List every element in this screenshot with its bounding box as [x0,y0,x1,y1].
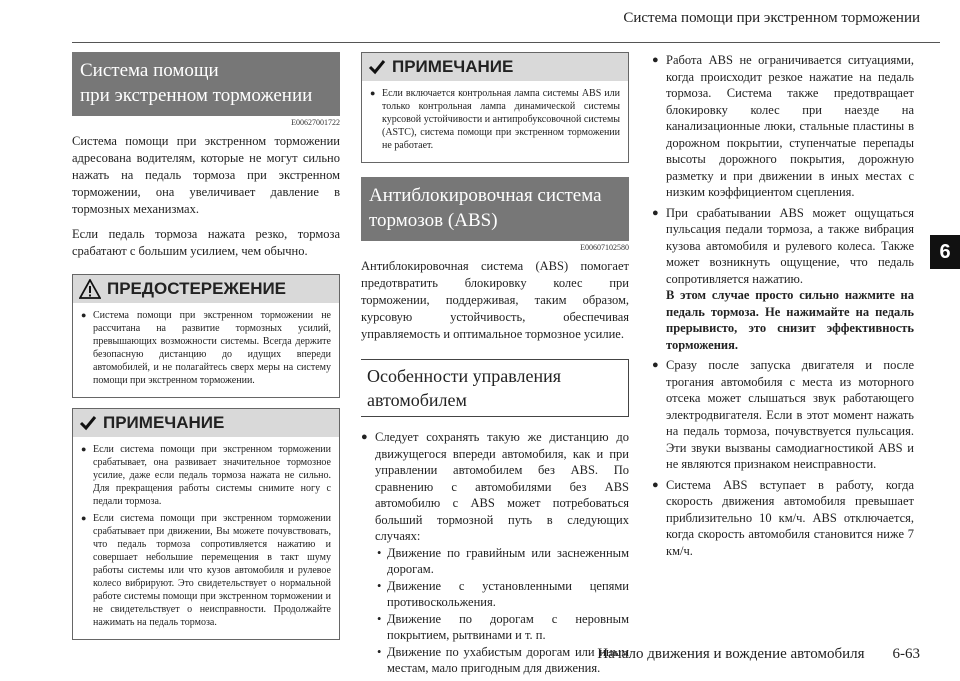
paragraph: Если педаль тормоза нажата резко, тормоза срабатают с большим усилием, чем обычно. [72,227,340,258]
section-title-line: Система помощи [80,60,219,81]
warning-header [73,275,339,303]
note-box [361,52,629,163]
footer-section: Начало движения и вождение автомобиля [597,646,865,662]
section-title-line: при экстренном торможении [80,85,313,106]
note-body [362,81,628,162]
subsection-title-line: Особенности управления [367,366,562,386]
note-body [73,437,339,639]
bullet-list [361,429,629,677]
dash-item: • Движение с установленными цепями противоскольжения. [375,578,629,611]
section-code: E00627001722 [291,118,340,127]
page-number: 6-63 [892,646,920,662]
subsection-title-driving-features [361,359,629,417]
warning-item: ● Система помощи при экстренном торможении не рассчитана на развитие тормозных усилий, превышающих возможности системы. Всегда держите безопасную дистанцию до идущих впереди автомобилей, и не полагайтесь сверх меры на систему помощи при экстренном торможении. [81,309,331,387]
chapter-tab[interactable]: 6 [930,235,960,269]
note-box [72,408,340,640]
note-header [362,53,628,81]
section-title-emergency-brake-assist [72,52,340,116]
warning-box [72,274,340,398]
paragraph: Антиблокировочная система (ABS) помогает предотвратить блокировку колес при торможении, поддерживая, таким образом, курсовую устойчивость, обеспечивая управляемость и оптимальное тормозное усилие. [361,259,629,341]
dash-item: • Движение по ухабистым дорогам или иным местам, мало пригодным для движения. [375,644,629,677]
bullet-item: ● Система ABS вступает в работу, когда скорость движения автомобиля превышает приблизительно 10 км/ч. ABS отключается, когда скорость автомобиля становится ниже 7 км/ч. [652,477,914,560]
bold-instruction: В этом случае просто сильно нажмите на педаль тормоза. Не нажимайте на педаль прерывисто, это снизит эффективность торможения. [666,288,914,352]
section-title-abs [361,177,629,241]
column-2 [361,52,629,681]
subsection-title-line: автомобилем [367,390,467,410]
paragraph: Система помощи при экстренном торможении адресована водителям, которые не могут сильно нажать на педаль тормоза при экстренном торможении, она увеличивает давление в тормозных механизмах. [72,134,340,216]
bullet-item: ● Сразу после запуска двигателя и после трогания автомобиля с места из моторного отсека может слышаться звук работающего электродвигателя. Если в этот момент нажать на педаль тормоза, почувствуется пульсация. Эти звуки вызваны самодиагностикой ABS и не являются признаком неисправности. [652,357,914,473]
note-item: ● Если система помощи при экстренном торможении срабатывает при движении, Вы можете почувствовать, что педаль тормоза сопротивляется нажатию и совершает небольшие перемещения в такт шуму работы системы или что кузов автомобиля и рулевое колесо вибрируют. Это свидетельствует о нормальной работе системы помощи при экстренном торможении и не свидетельствует о неисправности. Продолжайте нажимать на педаль тормоза. [81,512,331,629]
bullet-text: При срабатывании ABS может ощущаться пульсация педали тормоза, а также вибрация кузова автомобиля и рулевого колеса. Также может возникнуть ощущение, что педаль сопротивляется нажатию. [666,205,914,286]
section-title-line: тормозов (ABS) [369,210,498,231]
warning-triangle-icon [79,279,101,299]
bullet-item [361,429,629,677]
warning-heading: ПРЕДОСТЕРЕЖЕНИЕ [107,279,287,298]
dash-item: • Движение по дорогам с неровным покрытием, рытвинами и т. п. [375,611,629,644]
page-footer [597,646,920,663]
checkmark-icon [368,58,386,76]
note-item: ● Если система помощи при экстренном торможении срабатывает, она развивает значительное тормозное усилие, даже если педаль тормоза нажата не сильно. Для прекращения работы системы снимите ногу с педали тормоза. [81,443,331,508]
section-code: E00607102580 [580,243,629,252]
note-item: ● Если включается контрольная лампа системы ABS или только контрольная лампа динамической системы курсовой устойчивости и антипробуксовочной системы (ASTC), система помощи при экстренном торможении не работает. [370,87,620,152]
warning-body [73,303,339,397]
note-heading: ПРИМЕЧАНИЕ [392,57,514,76]
checkmark-icon [79,414,97,432]
bullet-text: Следует сохранять такую же дистанцию до движущегося впереди автомобиля, как и при управлении автомобилем без ABS. По сравнению с автомобилями без ABS автомобилю с ABS может потребоваться больший тормозной путь в следующих случаях: [375,430,629,543]
header-divider [72,42,940,43]
bullet-list [652,52,914,559]
note-heading: ПРИМЕЧАНИЕ [103,413,225,432]
bullet-item: ● Работа ABS не ограничивается ситуациями, когда происходит резкое нажатие на педаль тормоза. Система также предотвращает блокировку колес при наезде на канализационные люки, стальные пластины в дорожном покрытии, ступенчатые перепады высоты дорожного покрытия, дорожную разметку и при движении в иных местах с низким коэффициентом сцепления. [652,52,914,201]
bullet-item [652,205,914,354]
column-3 [652,52,914,563]
page-header-title: Система помощи при экстренном торможении [623,10,920,26]
dash-item: • Движение по гравийным или заснеженным дорогам. [375,545,629,578]
section-title-line: Антиблокировочная система [369,185,602,206]
column-1 [72,52,340,650]
note-header [73,409,339,437]
